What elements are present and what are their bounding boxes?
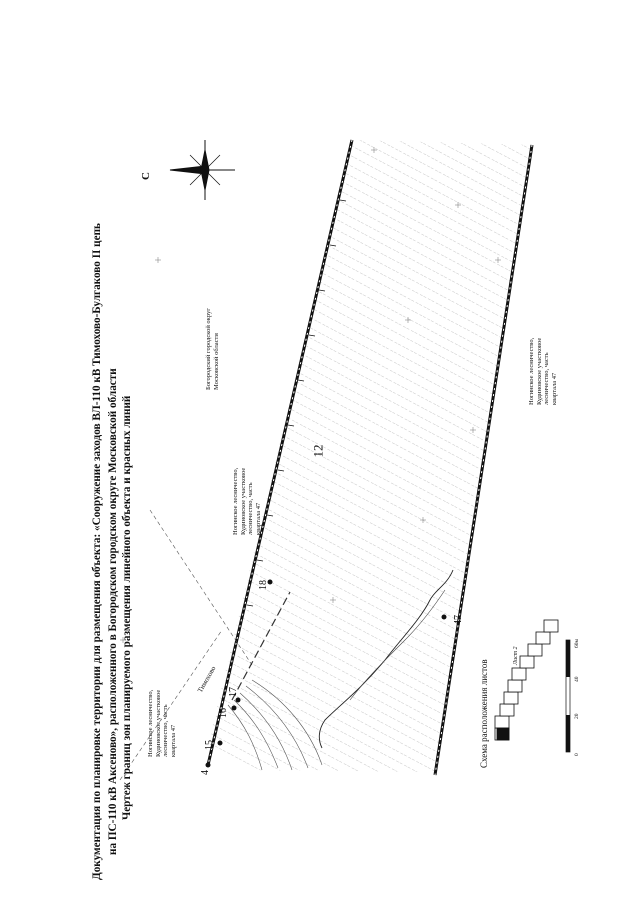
north-arrow-icon: [170, 140, 235, 200]
north-label: С: [140, 172, 152, 180]
point-label-17: 17: [228, 687, 239, 697]
title-line-2: на ПС-110 кВ Аксеново», расположенного в Богородском городском округе Московской области: [107, 368, 119, 855]
village-label: Тимохово: [196, 664, 218, 694]
point-47: [442, 615, 447, 620]
scale-tick-60: 60м: [574, 639, 580, 648]
sheet-layout-scheme: [495, 620, 558, 740]
point-label-15: 15: [204, 740, 215, 750]
forest-label-left: Ногинское лесничество, Кудиновское участковое лесничество, часть квартала 47: [147, 689, 177, 757]
scale-tick-20: 20: [574, 713, 580, 719]
point-16: [232, 706, 237, 711]
scheme-title: Схема расположения листов: [479, 659, 489, 768]
scale-tick-40: 40: [574, 676, 580, 682]
point-label-18: 18: [258, 580, 269, 590]
point-label-16: 16: [218, 708, 229, 718]
forest-label-middle: Ногинское лесничество, Кудиновское участковое лесничество, часть квартала 47: [232, 467, 262, 535]
point-label-47: 47: [453, 615, 464, 625]
point-4: [206, 763, 211, 768]
point-17: [236, 698, 241, 703]
title-line-1: Документация по планировке территории для размещения объекта: «Сооружение заходов ВЛ-110 кВ Тимохово-Булгаково II цепь: [91, 223, 103, 880]
scale-tick-0: 0: [574, 753, 580, 756]
point-label-4: 4: [200, 770, 211, 775]
current-sheet-marker: [497, 728, 509, 740]
okrug-label: Богородский городской округ Московской области: [205, 308, 220, 390]
scale-bar: [566, 640, 570, 752]
point-15: [218, 741, 223, 746]
sheet-label: Лист 2: [513, 646, 519, 665]
forest-label-right: Ногинское лесничество, Кудиновское участковое лесничество, часть квартала 47: [528, 337, 558, 405]
title-line-3: Чертеж границ зон планируемого размещения линейного объекта и красных линий: [121, 395, 133, 820]
